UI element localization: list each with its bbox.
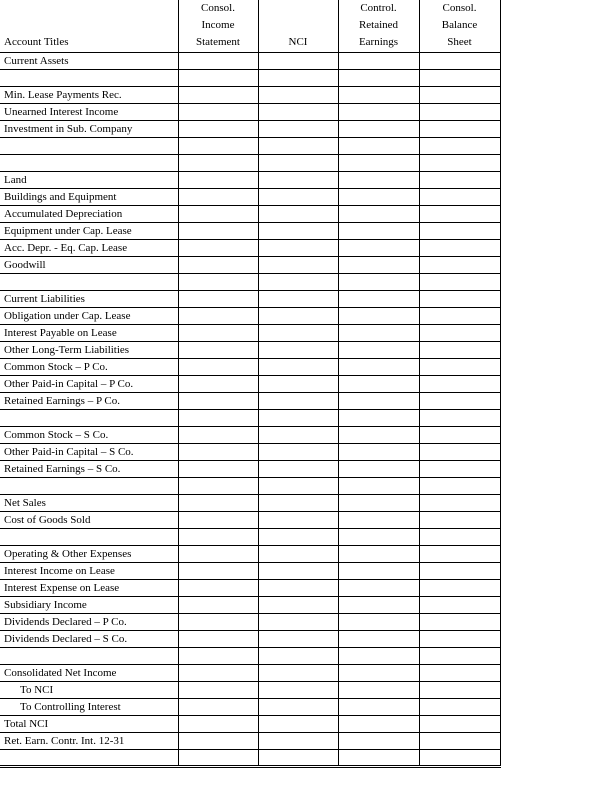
control-retained-cell[interactable] bbox=[338, 393, 419, 410]
table-row bbox=[0, 325, 500, 342]
nci-cell[interactable] bbox=[258, 444, 338, 461]
control-retained-cell[interactable] bbox=[338, 444, 419, 461]
consol-balance-cell[interactable] bbox=[419, 240, 500, 257]
consol-balance-cell[interactable] bbox=[419, 750, 500, 767]
table-row bbox=[0, 682, 500, 699]
nci-cell[interactable] bbox=[258, 682, 338, 699]
nci-cell[interactable] bbox=[258, 648, 338, 665]
account-title-cell: Dividends Declared – S Co. bbox=[0, 631, 178, 648]
table-row bbox=[0, 750, 500, 767]
consol-income-cell[interactable] bbox=[178, 682, 258, 699]
control-retained-cell[interactable] bbox=[338, 223, 419, 240]
consol-balance-cell[interactable] bbox=[419, 121, 500, 138]
account-title-cell: Buildings and Equipment bbox=[0, 189, 178, 206]
nci-cell[interactable] bbox=[258, 495, 338, 512]
nci-cell[interactable] bbox=[258, 359, 338, 376]
account-title-cell bbox=[0, 529, 178, 546]
table-row bbox=[0, 512, 500, 529]
control-retained-cell[interactable] bbox=[338, 427, 419, 444]
account-title-cell: Subsidiary Income bbox=[0, 597, 178, 614]
consol-income-cell[interactable] bbox=[178, 478, 258, 495]
control-retained-cell[interactable] bbox=[338, 155, 419, 172]
consol-balance-cell[interactable] bbox=[419, 155, 500, 172]
account-title-cell: Interest Expense on Lease bbox=[0, 580, 178, 597]
control-retained-cell[interactable] bbox=[338, 70, 419, 87]
header-consol-income-statement bbox=[178, 0, 258, 53]
control-retained-cell[interactable] bbox=[338, 138, 419, 155]
table-row bbox=[0, 70, 500, 87]
table-row bbox=[0, 172, 500, 189]
nci-cell[interactable] bbox=[258, 155, 338, 172]
table-row bbox=[0, 189, 500, 206]
nci-cell[interactable] bbox=[258, 70, 338, 87]
consol-income-cell[interactable] bbox=[178, 546, 258, 563]
consol-income-cell[interactable] bbox=[178, 138, 258, 155]
account-title-cell bbox=[0, 410, 178, 427]
table-row bbox=[0, 223, 500, 240]
table-row bbox=[0, 546, 500, 563]
control-retained-cell[interactable] bbox=[338, 410, 419, 427]
account-title-cell: Operating & Other Expenses bbox=[0, 546, 178, 563]
consol-balance-cell[interactable] bbox=[419, 53, 500, 70]
table-row bbox=[0, 580, 500, 597]
nci-cell[interactable] bbox=[258, 699, 338, 716]
account-title-cell: Obligation under Cap. Lease bbox=[0, 308, 178, 325]
consol-income-cell[interactable] bbox=[178, 665, 258, 682]
consol-income-cell[interactable] bbox=[178, 70, 258, 87]
table-row bbox=[0, 614, 500, 631]
table-row bbox=[0, 155, 500, 172]
table-row bbox=[0, 427, 500, 444]
table-row bbox=[0, 444, 500, 461]
table-row bbox=[0, 665, 500, 682]
control-retained-cell[interactable] bbox=[338, 614, 419, 631]
table-row bbox=[0, 597, 500, 614]
consol-income-cell[interactable] bbox=[178, 563, 258, 580]
nci-cell[interactable] bbox=[258, 291, 338, 308]
nci-cell[interactable] bbox=[258, 733, 338, 750]
header-account-titles: Account Titles bbox=[0, 0, 178, 53]
account-title-cell: Equipment under Cap. Lease bbox=[0, 223, 178, 240]
consol-income-cell[interactable] bbox=[178, 53, 258, 70]
consol-balance-cell[interactable] bbox=[419, 342, 500, 359]
consol-income-cell[interactable] bbox=[178, 342, 258, 359]
account-title-cell: Current Liabilities bbox=[0, 291, 178, 308]
account-title-cell: Other Paid-in Capital – S Co. bbox=[0, 444, 178, 461]
nci-cell[interactable] bbox=[258, 87, 338, 104]
account-title-cell bbox=[0, 70, 178, 87]
account-title-cell: Dividends Declared – P Co. bbox=[0, 614, 178, 631]
nci-cell[interactable] bbox=[258, 223, 338, 240]
control-retained-cell[interactable] bbox=[338, 342, 419, 359]
table-row bbox=[0, 342, 500, 359]
header-consol-balance-sheet bbox=[419, 0, 500, 53]
control-retained-cell[interactable] bbox=[338, 563, 419, 580]
consol-balance-cell[interactable] bbox=[419, 648, 500, 665]
consol-income-cell[interactable] bbox=[178, 614, 258, 631]
consol-income-cell[interactable] bbox=[178, 495, 258, 512]
account-title-cell: Retained Earnings – S Co. bbox=[0, 461, 178, 478]
table-row bbox=[0, 104, 500, 121]
table-row bbox=[0, 87, 500, 104]
consol-balance-cell[interactable] bbox=[419, 376, 500, 393]
nci-cell[interactable] bbox=[258, 393, 338, 410]
control-retained-cell[interactable] bbox=[338, 682, 419, 699]
consol-balance-cell[interactable] bbox=[419, 461, 500, 478]
header-control-retained-earnings bbox=[338, 0, 419, 53]
control-retained-cell[interactable] bbox=[338, 512, 419, 529]
control-retained-cell[interactable] bbox=[338, 716, 419, 733]
consol-balance-cell[interactable] bbox=[419, 444, 500, 461]
account-title-cell bbox=[0, 750, 178, 767]
control-retained-cell[interactable] bbox=[338, 376, 419, 393]
table-row bbox=[0, 308, 500, 325]
account-title-cell: Accumulated Depreciation bbox=[0, 206, 178, 223]
nci-cell[interactable] bbox=[258, 138, 338, 155]
account-title-cell: Interest Payable on Lease bbox=[0, 325, 178, 342]
consol-income-cell[interactable] bbox=[178, 155, 258, 172]
table-row bbox=[0, 733, 500, 750]
control-retained-cell[interactable] bbox=[338, 274, 419, 291]
nci-cell[interactable] bbox=[258, 750, 338, 767]
control-retained-cell[interactable] bbox=[338, 291, 419, 308]
control-retained-cell[interactable] bbox=[338, 597, 419, 614]
header-line: Income bbox=[201, 19, 235, 31]
consol-income-cell[interactable] bbox=[178, 325, 258, 342]
consol-balance-cell[interactable] bbox=[419, 631, 500, 648]
table-row bbox=[0, 648, 500, 665]
nci-cell[interactable] bbox=[258, 597, 338, 614]
account-title-cell: Common Stock – S Co. bbox=[0, 427, 178, 444]
table-row bbox=[0, 699, 500, 716]
consol-income-cell[interactable] bbox=[178, 631, 258, 648]
worksheet-body bbox=[0, 53, 500, 767]
consol-balance-cell[interactable] bbox=[419, 257, 500, 274]
consol-income-cell[interactable] bbox=[178, 359, 258, 376]
consol-balance-cell[interactable] bbox=[419, 614, 500, 631]
table-row bbox=[0, 121, 500, 138]
control-retained-cell[interactable] bbox=[338, 546, 419, 563]
nci-cell[interactable] bbox=[258, 257, 338, 274]
consol-income-cell[interactable] bbox=[178, 376, 258, 393]
consol-income-cell[interactable] bbox=[178, 580, 258, 597]
account-title-cell: Other Paid-in Capital – P Co. bbox=[0, 376, 178, 393]
account-title-cell: Investment in Sub. Company bbox=[0, 121, 178, 138]
consol-income-cell[interactable] bbox=[178, 121, 258, 138]
consol-income-cell[interactable] bbox=[178, 699, 258, 716]
consol-income-cell[interactable] bbox=[178, 291, 258, 308]
nci-cell[interactable] bbox=[258, 376, 338, 393]
consol-income-cell[interactable] bbox=[178, 257, 258, 274]
consol-income-cell[interactable] bbox=[178, 393, 258, 410]
consol-balance-cell[interactable] bbox=[419, 274, 500, 291]
consol-balance-cell[interactable] bbox=[419, 291, 500, 308]
consol-balance-cell[interactable] bbox=[419, 699, 500, 716]
consol-balance-cell[interactable] bbox=[419, 359, 500, 376]
nci-cell[interactable] bbox=[258, 104, 338, 121]
control-retained-cell[interactable] bbox=[338, 104, 419, 121]
table-row bbox=[0, 291, 500, 308]
account-title-cell: To Controlling Interest bbox=[0, 699, 178, 716]
nci-cell[interactable] bbox=[258, 478, 338, 495]
nci-cell[interactable] bbox=[258, 274, 338, 291]
consol-balance-cell[interactable] bbox=[419, 495, 500, 512]
account-title-cell bbox=[0, 155, 178, 172]
consol-income-cell[interactable] bbox=[178, 716, 258, 733]
consol-income-cell[interactable] bbox=[178, 444, 258, 461]
nci-cell[interactable] bbox=[258, 665, 338, 682]
header-row bbox=[0, 0, 500, 53]
nci-cell[interactable] bbox=[258, 308, 338, 325]
control-retained-cell[interactable] bbox=[338, 325, 419, 342]
nci-cell[interactable] bbox=[258, 53, 338, 70]
account-title-cell: Common Stock – P Co. bbox=[0, 359, 178, 376]
nci-cell[interactable] bbox=[258, 410, 338, 427]
table-row bbox=[0, 206, 500, 223]
account-title-cell bbox=[0, 648, 178, 665]
consol-balance-cell[interactable] bbox=[419, 87, 500, 104]
consol-balance-cell[interactable] bbox=[419, 546, 500, 563]
consol-balance-cell[interactable] bbox=[419, 393, 500, 410]
control-retained-cell[interactable] bbox=[338, 240, 419, 257]
table-row bbox=[0, 631, 500, 648]
account-title-cell: Cost of Goods Sold bbox=[0, 512, 178, 529]
table-row bbox=[0, 563, 500, 580]
consol-balance-cell[interactable] bbox=[419, 512, 500, 529]
consol-balance-cell[interactable] bbox=[419, 138, 500, 155]
control-retained-cell[interactable] bbox=[338, 53, 419, 70]
nci-cell[interactable] bbox=[258, 172, 338, 189]
control-retained-cell[interactable] bbox=[338, 529, 419, 546]
account-title-cell: Land bbox=[0, 172, 178, 189]
nci-cell[interactable] bbox=[258, 614, 338, 631]
consol-balance-cell[interactable] bbox=[419, 580, 500, 597]
header-line: Sheet bbox=[447, 36, 472, 48]
account-title-cell bbox=[0, 138, 178, 155]
nci-cell[interactable] bbox=[258, 529, 338, 546]
header-line: Statement bbox=[196, 36, 240, 48]
consol-balance-cell[interactable] bbox=[419, 223, 500, 240]
consol-balance-cell[interactable] bbox=[419, 70, 500, 87]
consol-income-cell[interactable] bbox=[178, 104, 258, 121]
nci-cell[interactable] bbox=[258, 240, 338, 257]
worksheet-header bbox=[0, 0, 500, 53]
nci-cell[interactable] bbox=[258, 580, 338, 597]
table-row bbox=[0, 393, 500, 410]
consol-balance-cell[interactable] bbox=[419, 597, 500, 614]
control-retained-cell[interactable] bbox=[338, 359, 419, 376]
nci-cell[interactable] bbox=[258, 461, 338, 478]
table-row bbox=[0, 274, 500, 291]
nci-cell[interactable] bbox=[258, 563, 338, 580]
nci-cell[interactable] bbox=[258, 427, 338, 444]
account-title-cell: Net Sales bbox=[0, 495, 178, 512]
consol-balance-cell[interactable] bbox=[419, 682, 500, 699]
control-retained-cell[interactable] bbox=[338, 172, 419, 189]
control-retained-cell[interactable] bbox=[338, 580, 419, 597]
consol-income-cell[interactable] bbox=[178, 223, 258, 240]
consol-income-cell[interactable] bbox=[178, 410, 258, 427]
consol-balance-cell[interactable] bbox=[419, 308, 500, 325]
control-retained-cell[interactable] bbox=[338, 189, 419, 206]
table-row bbox=[0, 359, 500, 376]
header-line: Balance bbox=[441, 19, 478, 31]
account-title-cell bbox=[0, 478, 178, 495]
consol-income-cell[interactable] bbox=[178, 274, 258, 291]
control-retained-cell[interactable] bbox=[338, 257, 419, 274]
table-row bbox=[0, 529, 500, 546]
header-line: Consol. bbox=[201, 2, 235, 14]
account-title-cell: Ret. Earn. Contr. Int. 12-31 bbox=[0, 733, 178, 750]
account-title-cell: Retained Earnings – P Co. bbox=[0, 393, 178, 410]
account-title-cell: Consolidated Net Income bbox=[0, 665, 178, 682]
consol-income-cell[interactable] bbox=[178, 529, 258, 546]
control-retained-cell[interactable] bbox=[338, 121, 419, 138]
account-title-cell: Current Assets bbox=[0, 53, 178, 70]
table-row bbox=[0, 478, 500, 495]
consol-income-cell[interactable] bbox=[178, 750, 258, 767]
nci-cell[interactable] bbox=[258, 631, 338, 648]
account-title-cell: To NCI bbox=[0, 682, 178, 699]
table-row bbox=[0, 410, 500, 427]
consol-income-cell[interactable] bbox=[178, 189, 258, 206]
header-line: Control. bbox=[360, 2, 397, 14]
control-retained-cell[interactable] bbox=[338, 206, 419, 223]
control-retained-cell[interactable] bbox=[338, 665, 419, 682]
account-title-cell: Goodwill bbox=[0, 257, 178, 274]
consol-balance-cell[interactable] bbox=[419, 104, 500, 121]
control-retained-cell[interactable] bbox=[338, 699, 419, 716]
consol-balance-cell[interactable] bbox=[419, 410, 500, 427]
table-row bbox=[0, 240, 500, 257]
account-title-cell bbox=[0, 274, 178, 291]
header-line: Retained bbox=[358, 19, 399, 31]
consol-balance-cell[interactable] bbox=[419, 427, 500, 444]
consol-balance-cell[interactable] bbox=[419, 172, 500, 189]
nci-cell[interactable] bbox=[258, 546, 338, 563]
header-line: Earnings bbox=[358, 36, 399, 48]
account-title-cell: Unearned Interest Income bbox=[0, 104, 178, 121]
consol-income-cell[interactable] bbox=[178, 733, 258, 750]
consol-income-cell[interactable] bbox=[178, 240, 258, 257]
table-row bbox=[0, 257, 500, 274]
account-title-cell: Total NCI bbox=[0, 716, 178, 733]
consol-balance-cell[interactable] bbox=[419, 206, 500, 223]
consol-balance-cell[interactable] bbox=[419, 478, 500, 495]
consol-income-cell[interactable] bbox=[178, 427, 258, 444]
control-retained-cell[interactable] bbox=[338, 495, 419, 512]
consol-balance-cell[interactable] bbox=[419, 733, 500, 750]
table-row bbox=[0, 138, 500, 155]
consol-income-cell[interactable] bbox=[178, 87, 258, 104]
nci-cell[interactable] bbox=[258, 121, 338, 138]
consol-income-cell[interactable] bbox=[178, 597, 258, 614]
consol-balance-cell[interactable] bbox=[419, 563, 500, 580]
consol-balance-cell[interactable] bbox=[419, 189, 500, 206]
table-row bbox=[0, 461, 500, 478]
consol-income-cell[interactable] bbox=[178, 206, 258, 223]
consol-balance-cell[interactable] bbox=[419, 665, 500, 682]
account-title-cell: Min. Lease Payments Rec. bbox=[0, 87, 178, 104]
consol-balance-cell[interactable] bbox=[419, 716, 500, 733]
account-title-cell: Acc. Depr. - Eq. Cap. Lease bbox=[0, 240, 178, 257]
header-nci: NCI bbox=[258, 0, 338, 53]
consol-income-cell[interactable] bbox=[178, 648, 258, 665]
consol-income-cell[interactable] bbox=[178, 172, 258, 189]
control-retained-cell[interactable] bbox=[338, 750, 419, 767]
consol-balance-cell[interactable] bbox=[419, 325, 500, 342]
consol-balance-cell[interactable] bbox=[419, 529, 500, 546]
account-title-cell: Other Long-Term Liabilities bbox=[0, 342, 178, 359]
control-retained-cell[interactable] bbox=[338, 631, 419, 648]
nci-cell[interactable] bbox=[258, 512, 338, 529]
control-retained-cell[interactable] bbox=[338, 478, 419, 495]
nci-cell[interactable] bbox=[258, 206, 338, 223]
table-row bbox=[0, 716, 500, 733]
control-retained-cell[interactable] bbox=[338, 648, 419, 665]
control-retained-cell[interactable] bbox=[338, 308, 419, 325]
control-retained-cell[interactable] bbox=[338, 461, 419, 478]
nci-cell[interactable] bbox=[258, 342, 338, 359]
nci-cell[interactable] bbox=[258, 189, 338, 206]
table-row bbox=[0, 53, 500, 70]
table-row bbox=[0, 376, 500, 393]
table-row bbox=[0, 495, 500, 512]
account-title-cell: Interest Income on Lease bbox=[0, 563, 178, 580]
control-retained-cell[interactable] bbox=[338, 87, 419, 104]
control-retained-cell[interactable] bbox=[338, 733, 419, 750]
consol-income-cell[interactable] bbox=[178, 308, 258, 325]
consol-income-cell[interactable] bbox=[178, 512, 258, 529]
header-line: Consol. bbox=[442, 2, 477, 14]
nci-cell[interactable] bbox=[258, 716, 338, 733]
consol-income-cell[interactable] bbox=[178, 461, 258, 478]
nci-cell[interactable] bbox=[258, 325, 338, 342]
